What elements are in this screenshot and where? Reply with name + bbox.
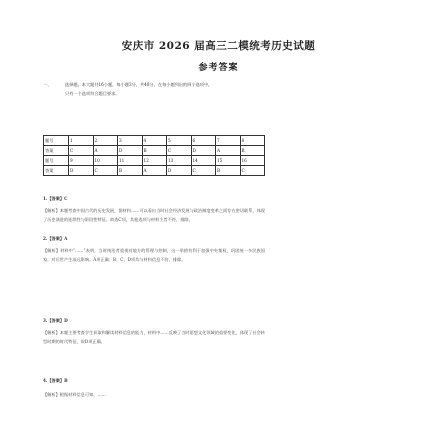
answer-table-cell: 3	[118, 136, 143, 146]
section-number: 一、	[43, 82, 52, 87]
answer-table-cell: C	[167, 146, 192, 156]
answer-table-cell: 1	[69, 136, 94, 146]
explanation-text: 【解析】材料中“……”表明，当时统治者重视对地方的管理与控制，这一举措有利于加强中央集权，巩固统一多民族国家，对后世产生深远影响。A项正确；B、C、D项均与材料信息不符，排除。	[43, 248, 265, 263]
explanation-text: 【解析】根据材料信息可知，……	[43, 392, 106, 397]
answer-table-cell: D	[167, 166, 192, 176]
explanation-label: 1.【答案】C	[43, 196, 68, 201]
answer-table-row	[44, 136, 265, 146]
answer-table-cell: B	[216, 166, 241, 176]
answer-table-cell: C	[69, 146, 94, 156]
answer-table	[43, 135, 265, 176]
answer-table-cell: 8	[240, 136, 265, 146]
page-subtitle: 参考答案	[198, 63, 239, 73]
answer-table-header-cell: 答案	[44, 146, 69, 156]
answer-table-cell: D	[118, 146, 143, 156]
answer-table-cell: 15	[216, 156, 241, 166]
answer-table-cell: A	[216, 146, 241, 156]
answer-table-cell: 14	[191, 156, 216, 166]
answer-table-cell: C	[93, 166, 118, 176]
answer-table-cell: A	[142, 166, 167, 176]
answer-table-cell: D	[69, 166, 94, 176]
answer-table-cell: C	[191, 166, 216, 176]
answer-table-cell: 5	[167, 136, 192, 146]
answer-table-cell: D	[191, 146, 216, 156]
answer-table-cell: 16	[240, 156, 265, 166]
explanation-label: 3.【答案】D	[43, 318, 68, 323]
answer-table-cell: B	[142, 146, 167, 156]
answer-table-cell: 7	[216, 136, 241, 146]
explanation-text: 【解析】本题考查中国古代的历史发展，据材料……可以看出当时社会经济发展与政治制度变革之间存在密切联系，体现了历史演进的连续性与阶段性特征。故选C项，其他选项与材料主旨不符，排除。	[43, 208, 265, 223]
page-title: 安庆市 2026 届高三二模统考历史试题	[121, 40, 316, 52]
explanation-label: 4.【答案】B	[43, 378, 68, 383]
answer-table-cell: 12	[142, 156, 167, 166]
instruction-line-2: 只有一个选项符合题目要求。	[65, 91, 120, 96]
answer-table-cell: 13	[167, 156, 192, 166]
answer-table-row	[44, 146, 265, 156]
section-instruction	[65, 80, 365, 98]
answer-table-header-cell: 题号	[44, 136, 69, 146]
answer-table-cell: B	[118, 166, 143, 176]
answer-table-header-cell: 题号	[44, 156, 69, 166]
answer-table-cell: C	[240, 166, 265, 176]
answer-table-cell: 9	[69, 156, 94, 166]
answer-table-header-cell: 答案	[44, 166, 69, 176]
answer-table-cell: A	[93, 146, 118, 156]
explanation-text: 【解析】本题主要考查学生获取和解读材料信息的能力，材料中……反映了当时思想文化领域的重要变化，体现了社会转型时期的时代特征，故D项正确。	[43, 330, 265, 345]
answer-table-cell: 4	[142, 136, 167, 146]
answer-table-row	[44, 156, 265, 166]
answer-table-cell: 11	[118, 156, 143, 166]
answer-table-cell: 2	[93, 136, 118, 146]
answer-table-cell: 10	[93, 156, 118, 166]
answer-table-cell: 6	[191, 136, 216, 146]
instruction-line-1: 选择题。本大题共16小题，每小题3分，共48分。在每小题列出的四个选项中，	[65, 82, 213, 87]
explanation-label: 2.【答案】A	[43, 236, 68, 241]
answer-table-cell: B	[240, 146, 265, 156]
answer-table-row	[44, 166, 265, 176]
